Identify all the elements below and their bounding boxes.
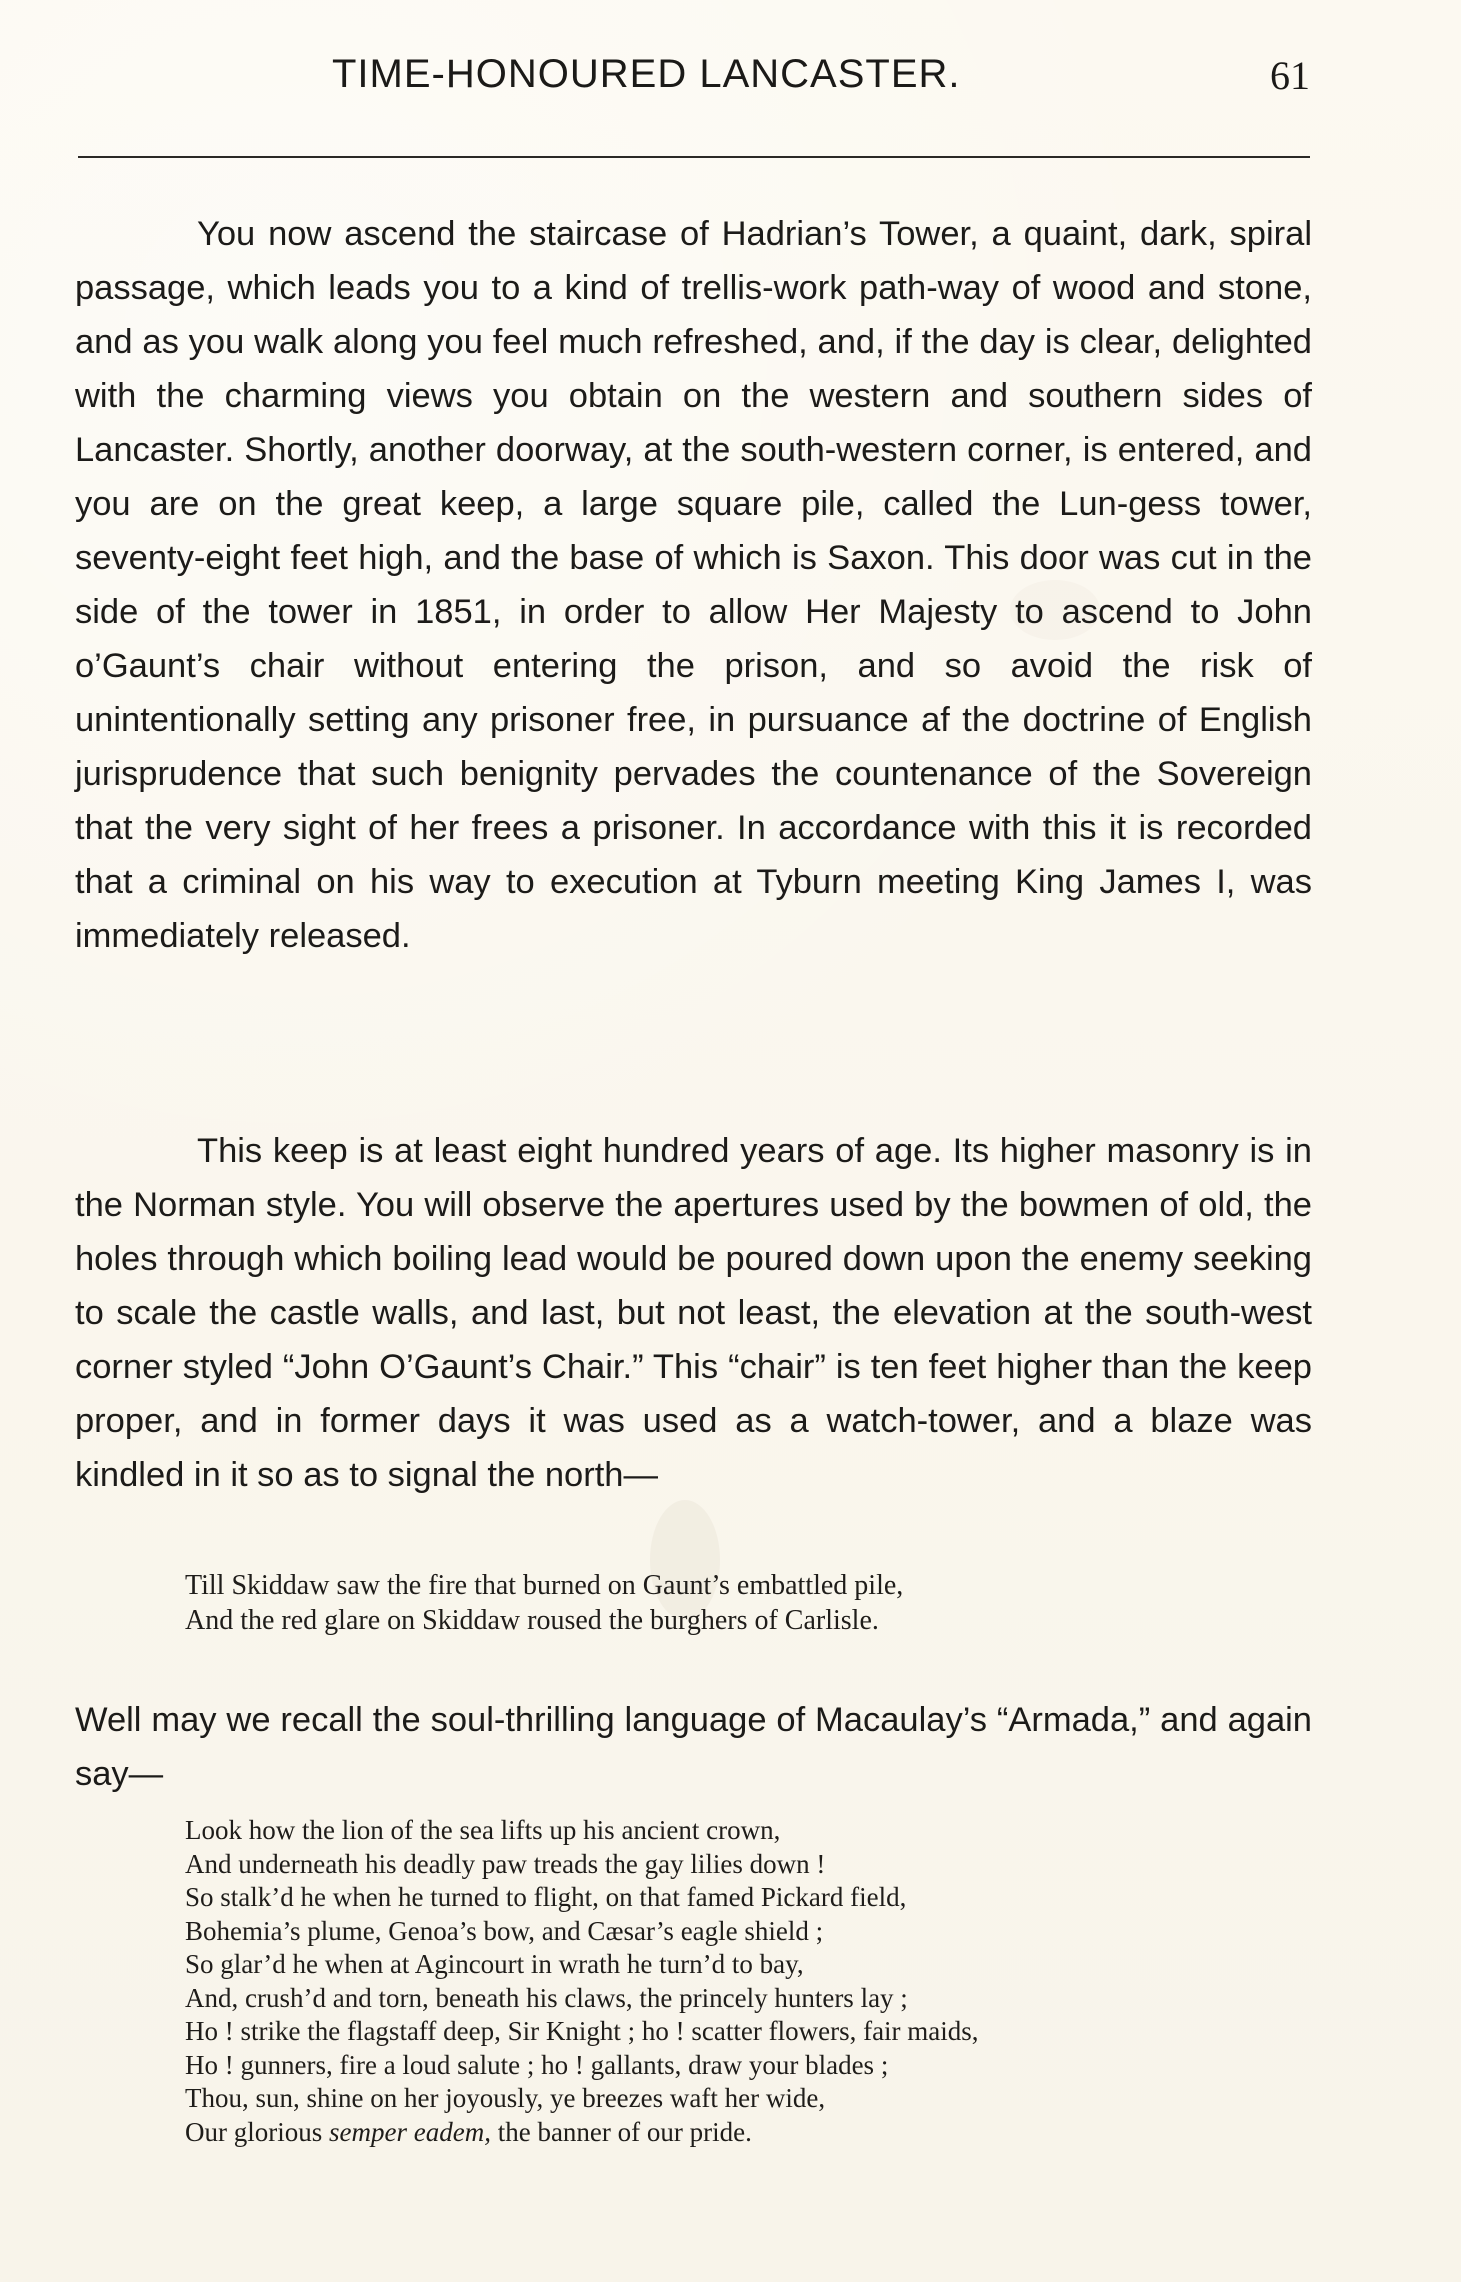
verse-quotation-armada: [185, 1814, 1295, 2149]
verse-line: Ho ! gunners, fire a loud salute ; ho ! gallants, draw your blades ;: [185, 2049, 889, 2080]
header-divider: [78, 156, 1310, 158]
verse-text: Our glorious: [185, 2116, 329, 2147]
verse-line: Till Skiddaw saw the fire that burned on Gaunt’s embattled pile,: [185, 1570, 904, 1601]
body-paragraph-2: This keep is at least eight hundred years of age. Its higher masonry is in the Norman style. You will observe the apertures used by the bowmen of old, the holes through which boiling lead would be poured down upon the enemy seeking to scale the castle walls, and last, but not least, the elevation at the south-west corner styled “John O’Gaunt’s Chair.” This “chair” is ten feet higher than the keep proper, and in former days it was used as a watch-tower, and a blaze was kindled in it so as to signal the north—: [75, 1132, 1312, 1494]
verse-text: the banner of our pride.: [490, 2116, 752, 2147]
verse-line: Thou, sun, shine on her joyously, ye breezes waft her wide,: [185, 2083, 826, 2113]
verse-line: So stalk’d he when he turned to flight, on that famed Pickard field,: [185, 1882, 907, 1912]
running-head: [75, 48, 1310, 118]
verse-line: And the red glare on Skiddaw roused the burghers of Carlisle.: [185, 1605, 879, 1636]
verse-line: And underneath his deadly paw treads the gay lilies down !: [185, 1848, 826, 1879]
verse-italic-phrase: semper eadem,: [329, 2116, 491, 2147]
body-paragraph-1: You now ascend the staircase of Hadrian’s Tower, a quaint, dark, spiral passage, which leads you to a kind of trellis-work path-way of wood and stone, and as you walk along you feel much refreshed, and, if the day is clear, delighted with the charming views you obtain on the western and southern sides of Lancaster. Shortly, another doorway, at the south-western corner, is entered, and you are on the great keep, a large square pile, called the Lun-gess tower, seventy-eight feet high, and the base of which is Saxon. This door was cut in the side of the tower in 1851, in order to allow Her Majesty to ascend to John o’Gaunt’s chair without entering the prison, and so avoid the risk of unintentionally setting any prisoner free, in pursuance af the doctrine of English jurisprudence that such benignity pervades the countenance of the Sovereign that the very sight of her frees a prisoner. In accordance with this it is recorded that a criminal on his way to execution at Tyburn meeting King James I, was immediately released.: [75, 215, 1312, 955]
body-paragraph-3: Well may we recall the soul-thrilling language of Macaulay’s “Armada,” and again say—: [75, 1701, 1312, 1793]
verse-line: And, crush’d and torn, beneath his claws, the princely hunters lay ;: [185, 1982, 908, 2013]
verse-line-final: [185, 2116, 1295, 2150]
page-number: 61: [1270, 53, 1310, 98]
verse-line: So glar’d he when at Agincourt in wrath he turn’d to bay,: [185, 1949, 804, 1979]
verse-line: Look how the lion of the sea lifts up his ancient crown,: [185, 1815, 781, 1845]
verse-quotation-skiddaw: [185, 1568, 1295, 1638]
running-title: TIME-HONOURED LANCASTER.: [332, 52, 961, 96]
verse-line: Bohemia’s plume, Genoa’s bow, and Cæsar’s eagle shield ;: [185, 1915, 824, 1946]
verse-line: Ho ! strike the flagstaff deep, Sir Knight ; ho ! scatter flowers, fair maids,: [185, 2016, 979, 2046]
